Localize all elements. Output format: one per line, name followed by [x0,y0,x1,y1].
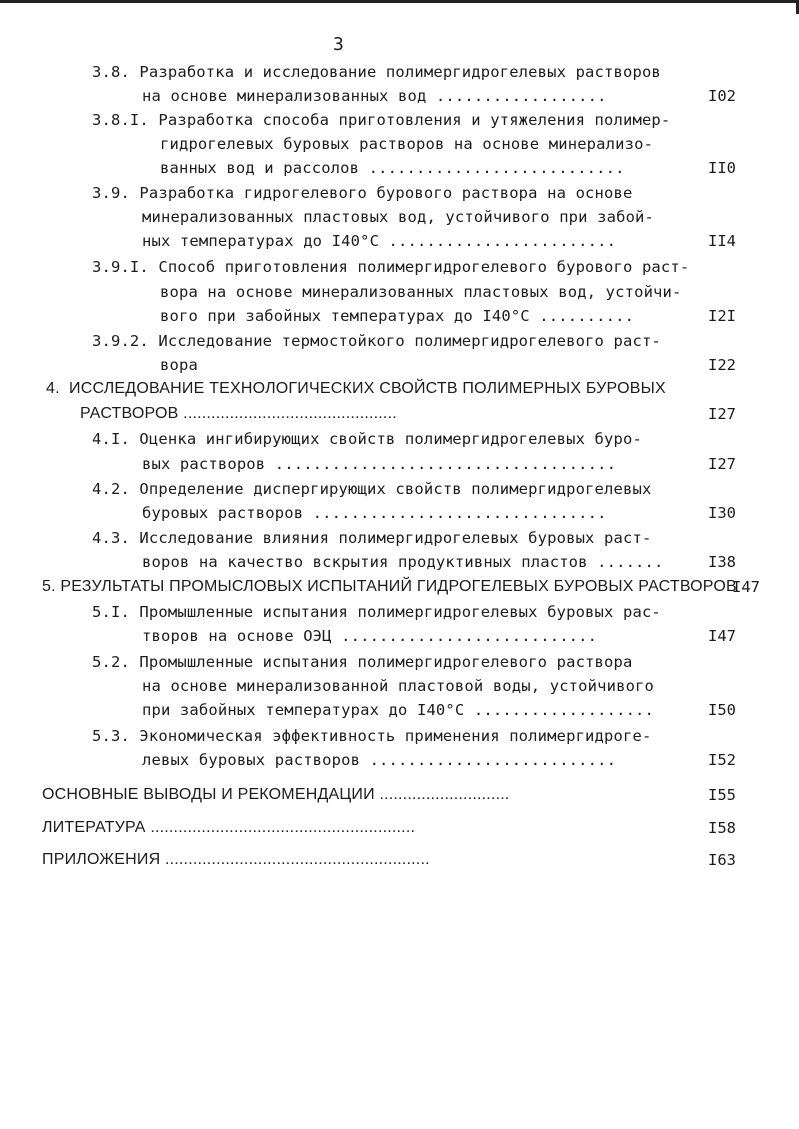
toc-chapter-4-line1: 4. ИССЛЕДОВАНИЕ ТЕХНОЛОГИЧЕСКИХ СВОЙСТВ ПОЛИМЕРНЫХ БУРОВЫХ [46,380,666,397]
toc-entry-3-8-1-page: II0 [708,159,736,177]
toc-entry-5-2-line3: при забойных температурах до I40°С ................... [142,701,655,719]
toc-entry-3-9-line1: 3.9. Разработка гидрогелевого бурового раствора на основе [92,184,633,202]
toc-appendices-page: I63 [708,851,736,869]
toc-entry-3-8-page: I02 [708,87,736,105]
toc-entry-5-1-line1: 5.I. Промышленные испытания полимергидрогелевых буровых рас- [92,603,661,621]
toc-appendices-line: ПРИЛОЖЕНИЯ ......................................................... [42,851,430,868]
toc-chapter-5-line1: 5. РЕЗУЛЬТАТЫ ПРОМЫСЛОВЫХ ИСПЫТАНИЙ ГИДРОГЕЛЕВЫХ БУРОВЫХ РАСТВОРОВ [42,578,737,595]
toc-entry-5-3-line1: 5.3. Экономическая эффективность применения полимергидроге- [92,727,652,745]
toc-entry-3-8-1-line3: ванных вод и рассолов ........................... [160,159,625,177]
toc-conclusions-page: I55 [708,786,736,804]
toc-entry-5-1-line2: творов на основе ОЭЦ ........................... [142,627,598,645]
toc-entry-5-2-page: I50 [708,701,736,719]
toc-entry-4-3-line1: 4.3. Исследование влияния полимергидрогелевых буровых раст- [92,529,652,547]
toc-entry-5-1-page: I47 [708,627,736,645]
toc-entry-3-8-1-line1: 3.8.I. Разработка способа приготовления и утяжеления полимер- [92,111,671,129]
toc-literature-line: ЛИТЕРАТУРА ......................................................... [42,819,416,836]
toc-chapter-4-page: I27 [708,405,736,423]
toc-chapter-4-line2: РАСТВОРОВ .............................................. [80,405,397,422]
toc-entry-3-9-1-line1: 3.9.I. Способ приготовления полимергидрогелевого бурового раст- [92,258,690,276]
toc-entry-3-9-1-page: I2I [708,307,736,325]
toc-entry-5-2-line2: на основе минерализованной пластовой воды, устойчивого [142,677,655,695]
toc-entry-3-9-1-line2: вора на основе минерализованных пластовых вод, устойчи- [160,283,682,301]
toc-entry-3-9-1-line3: вого при забойных температурах до I40°С .......... [160,307,635,325]
toc-entry-3-9-2-line2: вора [160,356,198,374]
toc-entry-3-9-line2: минерализованных пластовых вод, устойчивого при забой- [142,208,655,226]
toc-entry-4-1-line2: вых растворов .................................... [142,455,617,473]
toc-entry-3-9-line3: ных температурах до I40°С ........................ [142,232,617,250]
toc-entry-3-8-1-line2: гидрогелевых буровых растворов на основе минерализо- [160,135,654,153]
toc-literature-page: I58 [708,819,736,837]
toc-entry-3-9-2-line1: 3.9.2. Исследование термостойкого полимергидрогелевого раст- [92,332,661,350]
toc-entry-5-2-line1: 5.2. Промышленные испытания полимергидрогелевого раствора [92,653,633,671]
toc-conclusions-line: ОСНОВНЫЕ ВЫВОДЫ И РЕКОМЕНДАЦИИ ............................ [42,786,510,803]
toc-entry-4-1-line1: 4.I. Оценка ингибирующих свойств полимергидрогелевых буро- [92,430,642,448]
toc-entry-3-8-line1: 3.8. Разработка и исследование полимергидрогелевых растворов [92,63,661,81]
toc-entry-4-1-page: I27 [708,455,736,473]
toc-entry-3-8-line2: на основе минерализованных вод .................. [142,87,607,105]
page-number: 3 [333,34,344,55]
toc-entry-5-3-page: I52 [708,751,736,769]
toc-entry-4-3-line2: воров на качество вскрытия продуктивных пластов ....... [142,553,664,571]
toc-entry-4-3-page: I38 [708,553,736,571]
toc-entry-4-2-line1: 4.2. Определение диспергирующих свойств полимергидрогелевых [92,480,652,498]
toc-entry-3-9-2-page: I22 [708,356,736,374]
toc-chapter-5-page: I47 [732,578,760,596]
scan-top-edge [0,0,799,3]
toc-entry-4-2-page: I30 [708,504,736,522]
toc-entry-5-3-line2: левых буровых растворов .......................... [142,751,617,769]
toc-entry-4-2-line2: буровых растворов ............................... [142,504,607,522]
toc-entry-3-9-page: II4 [708,232,736,250]
